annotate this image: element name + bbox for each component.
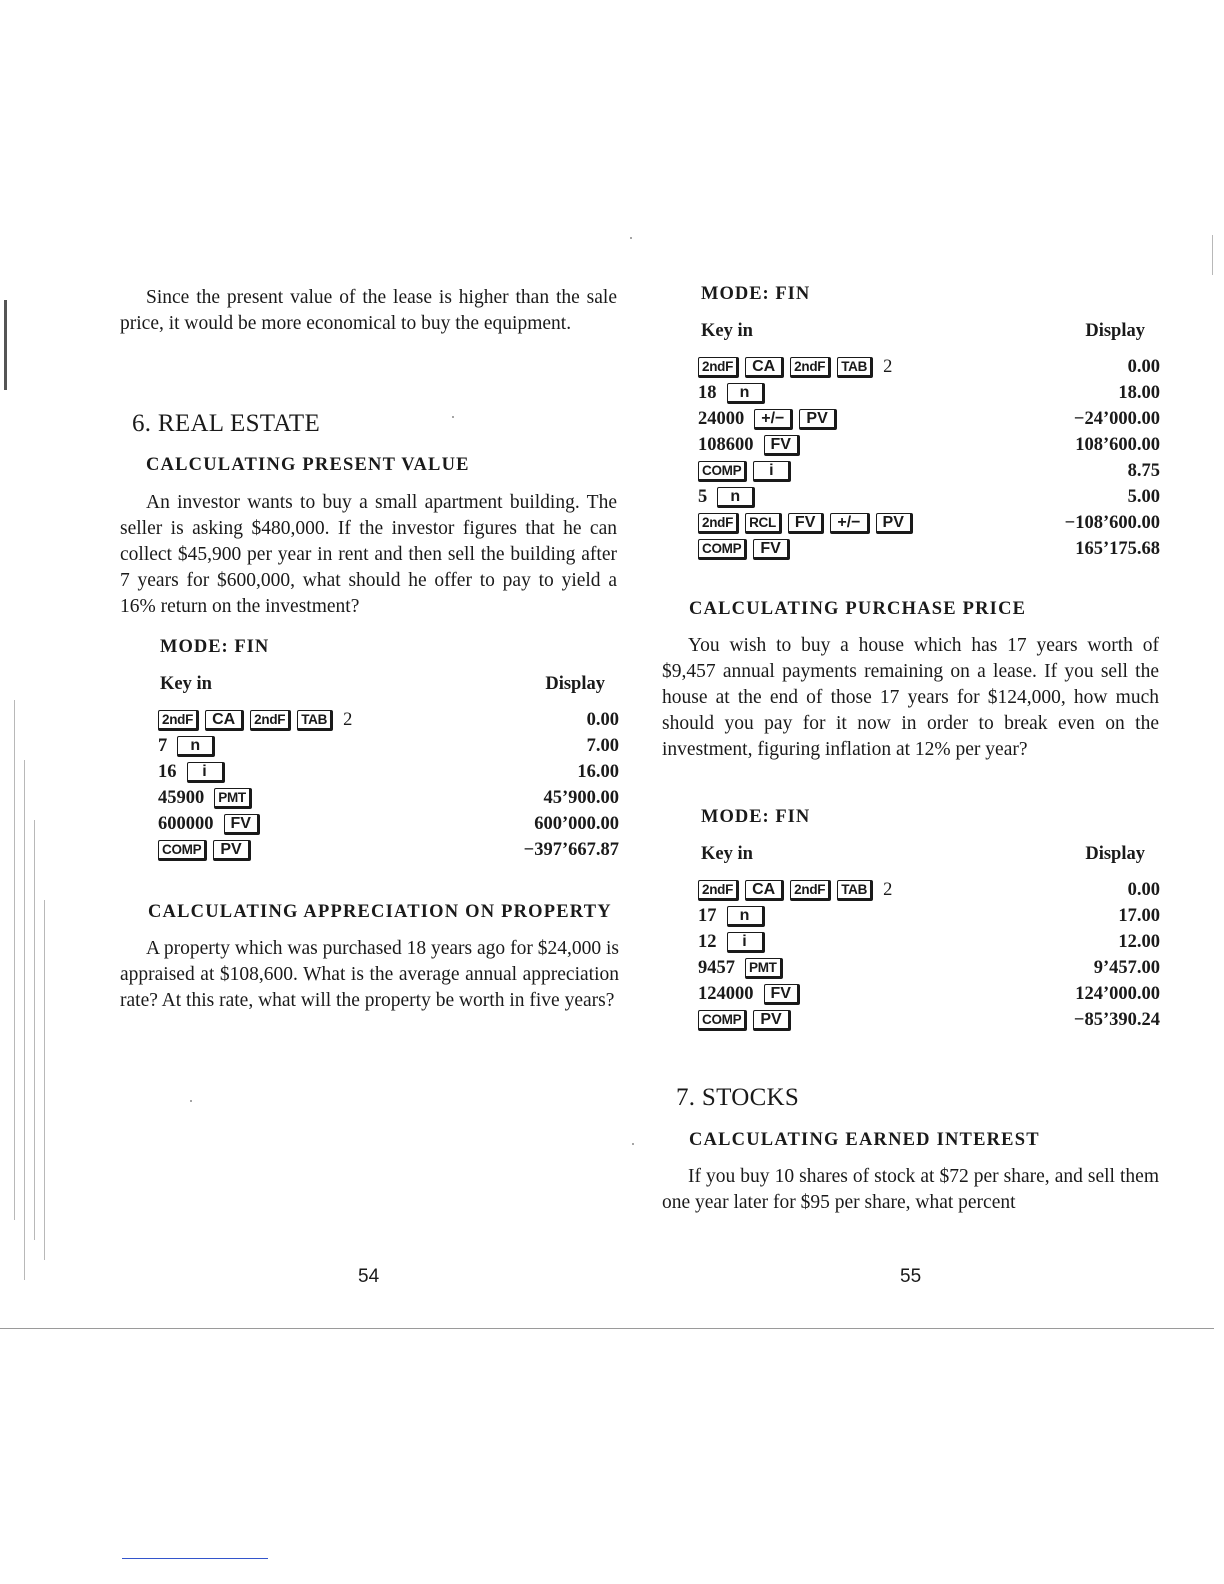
display-value: 0.00 bbox=[586, 709, 619, 730]
change-sign-key: +/− bbox=[754, 409, 793, 430]
display-value: 165’175.68 bbox=[1075, 538, 1160, 559]
compute-key: COMP bbox=[698, 539, 747, 560]
display-value: 8.75 bbox=[1127, 460, 1160, 481]
display-value: 16.00 bbox=[577, 761, 619, 782]
key-sequence bbox=[158, 736, 215, 757]
display-value: 0.00 bbox=[1127, 879, 1160, 900]
keystroke-row bbox=[158, 785, 619, 811]
entered-number: 18 bbox=[698, 382, 717, 403]
key-sequence bbox=[698, 435, 800, 456]
scan-speckle bbox=[44, 900, 45, 1260]
key-in-header: Key in bbox=[701, 844, 753, 864]
entered-number: 12 bbox=[698, 931, 717, 952]
display-value: 9’457.00 bbox=[1093, 957, 1160, 978]
decimal-digits: 2 bbox=[883, 879, 893, 900]
keystroke-row bbox=[698, 354, 1160, 380]
key-sequence bbox=[698, 984, 800, 1005]
key-sequence bbox=[158, 840, 251, 861]
display-value: 124’000.00 bbox=[1075, 983, 1160, 1004]
keystroke-row bbox=[698, 536, 1160, 562]
compute-key: COMP bbox=[158, 840, 207, 861]
change-sign-key: +/− bbox=[830, 513, 869, 534]
key-sequence bbox=[698, 513, 913, 534]
keystroke-row bbox=[698, 1007, 1160, 1033]
payment-key: PMT bbox=[745, 958, 783, 979]
second-function-key: 2ndF bbox=[250, 710, 291, 731]
key-sequence bbox=[698, 880, 892, 901]
display-header: Display bbox=[1085, 321, 1145, 341]
tab-key: TAB bbox=[837, 357, 873, 378]
compute-key: COMP bbox=[698, 461, 747, 482]
section-6-title: 6. REAL ESTATE bbox=[132, 410, 321, 437]
entered-number: 124000 bbox=[698, 983, 754, 1004]
n-key: n bbox=[177, 736, 215, 757]
key-sequence bbox=[698, 906, 765, 927]
display-value: 45’900.00 bbox=[543, 787, 619, 808]
scan-speckle bbox=[34, 820, 35, 1240]
entered-number: 600000 bbox=[158, 813, 214, 834]
appreciation-paragraph: A property which was purchased 18 years ago for $24,000 is appraised at $108,600. What is the average annual appreciation rate? At this rate, what will the property be worth in five years? bbox=[120, 938, 619, 1011]
entered-number: 24000 bbox=[698, 408, 745, 429]
keystroke-row bbox=[158, 837, 619, 863]
decimal-digits: 2 bbox=[343, 709, 353, 730]
n-key: n bbox=[727, 906, 765, 927]
keystroke-row bbox=[158, 811, 619, 837]
display-value: 17.00 bbox=[1118, 905, 1160, 926]
present-value-key: PV bbox=[753, 1010, 790, 1031]
mode-label: MODE: FIN bbox=[701, 807, 811, 827]
display-value: 12.00 bbox=[1118, 931, 1160, 952]
key-sequence bbox=[698, 357, 892, 378]
i-key: i bbox=[187, 762, 225, 783]
key-sequence bbox=[698, 932, 765, 953]
keystroke-row bbox=[698, 903, 1160, 929]
present-value-key: PV bbox=[799, 409, 836, 430]
keystroke-row bbox=[698, 510, 1160, 536]
page-bottom-rule bbox=[0, 1328, 1214, 1329]
clear-all-key: CA bbox=[745, 880, 784, 901]
second-function-key: 2ndF bbox=[790, 880, 831, 901]
purchase-price-paragraph: You wish to buy a house which has 17 years worth of $9,457 annual payments remaining on a lease. If you sell the house at the end of those 17 years for $124,000, how much should you pay for it now in order to break even on the investment, figuring inflation at 12% per year? bbox=[662, 635, 1159, 760]
footer-link-rule bbox=[122, 1558, 268, 1559]
keystroke-row bbox=[698, 432, 1160, 458]
display-value: −397’667.87 bbox=[523, 839, 619, 860]
entered-number: 45900 bbox=[158, 787, 205, 808]
key-sequence bbox=[698, 409, 837, 430]
entered-number: 5 bbox=[698, 486, 708, 507]
key-in-header: Key in bbox=[701, 321, 753, 341]
subhead-present-value: CALCULATING PRESENT VALUE bbox=[146, 455, 470, 475]
display-value: 5.00 bbox=[1127, 486, 1160, 507]
second-function-key: 2ndF bbox=[790, 357, 831, 378]
present-value-paragraph: An investor wants to buy a small apartment building. The seller is asking $480,000. If the investor figures that he can collect $45,900 per year in rent and then sell the building after 7 years for $600,000, what should he offer to pay to yield a 16% return on the investment? bbox=[120, 492, 617, 617]
mode-label: MODE: FIN bbox=[160, 637, 270, 657]
key-in-header: Key in bbox=[160, 674, 212, 694]
n-key: n bbox=[717, 487, 755, 508]
key-sequence bbox=[698, 487, 755, 508]
present-value-key: PV bbox=[876, 513, 913, 534]
keystroke-row bbox=[158, 759, 619, 785]
keystroke-table-1 bbox=[160, 637, 619, 873]
future-value-key: FV bbox=[788, 513, 824, 534]
scan-dot bbox=[190, 1100, 192, 1102]
second-function-key: 2ndF bbox=[698, 513, 739, 534]
entered-number: 17 bbox=[698, 905, 717, 926]
intro-paragraph: Since the present value of the lease is higher than the sale price, it would be more economical to buy the equipment. bbox=[120, 287, 617, 334]
display-value: 7.00 bbox=[586, 735, 619, 756]
scan-speckle bbox=[1212, 235, 1213, 275]
present-value-key: PV bbox=[213, 840, 250, 861]
key-sequence bbox=[158, 710, 352, 731]
entered-number: 7 bbox=[158, 735, 168, 756]
i-key: i bbox=[753, 461, 791, 482]
display-value: 18.00 bbox=[1118, 382, 1160, 403]
keystroke-row bbox=[698, 380, 1160, 406]
key-sequence bbox=[698, 539, 790, 560]
decimal-digits: 2 bbox=[883, 356, 893, 377]
entered-number: 9457 bbox=[698, 957, 735, 978]
mode-label: MODE: FIN bbox=[701, 284, 811, 304]
keystroke-row bbox=[698, 955, 1160, 981]
scan-dot bbox=[452, 416, 454, 418]
keystroke-table-2 bbox=[698, 284, 1160, 574]
scan-dot bbox=[632, 1143, 634, 1145]
display-value: −24’000.00 bbox=[1073, 408, 1160, 429]
second-function-key: 2ndF bbox=[698, 357, 739, 378]
key-sequence bbox=[698, 461, 791, 482]
i-key: i bbox=[727, 932, 765, 953]
subhead-earned-interest: CALCULATING EARNED INTEREST bbox=[689, 1130, 1040, 1150]
subhead-purchase-price: CALCULATING PURCHASE PRICE bbox=[689, 599, 1027, 619]
key-sequence bbox=[158, 814, 260, 835]
key-sequence bbox=[698, 1010, 791, 1031]
keystroke-row bbox=[158, 733, 619, 759]
key-sequence bbox=[698, 383, 765, 404]
tab-key: TAB bbox=[837, 880, 873, 901]
future-value-key: FV bbox=[224, 814, 260, 835]
key-sequence bbox=[158, 762, 225, 783]
clear-all-key: CA bbox=[745, 357, 784, 378]
future-value-key: FV bbox=[764, 984, 800, 1005]
keystroke-row bbox=[158, 707, 619, 733]
page-number-left: 54 bbox=[358, 1266, 380, 1287]
payment-key: PMT bbox=[214, 788, 252, 809]
future-value-key: FV bbox=[764, 435, 800, 456]
keystroke-row bbox=[698, 406, 1160, 432]
display-value: −108’600.00 bbox=[1064, 512, 1160, 533]
keystroke-row bbox=[698, 929, 1160, 955]
scan-speckle bbox=[14, 700, 15, 1220]
keystroke-row bbox=[698, 981, 1160, 1007]
display-header: Display bbox=[1085, 844, 1145, 864]
earned-interest-paragraph: If you buy 10 shares of stock at $72 per share, and sell them one year later for $95 per share, what percent bbox=[662, 1166, 1159, 1213]
compute-key: COMP bbox=[698, 1010, 747, 1031]
keystroke-row bbox=[698, 484, 1160, 510]
display-value: 0.00 bbox=[1127, 356, 1160, 377]
entered-number: 16 bbox=[158, 761, 177, 782]
display-header: Display bbox=[545, 674, 605, 694]
scan-margin-bar bbox=[4, 300, 7, 390]
tab-key: TAB bbox=[297, 710, 333, 731]
keystroke-row bbox=[698, 458, 1160, 484]
scan-dot bbox=[630, 237, 632, 239]
section-7-title: 7. STOCKS bbox=[676, 1084, 800, 1111]
page-number-right: 55 bbox=[900, 1266, 922, 1287]
key-sequence bbox=[158, 788, 252, 809]
keystroke-table-3 bbox=[698, 807, 1160, 1043]
second-function-key: 2ndF bbox=[158, 710, 199, 731]
keystroke-row bbox=[698, 877, 1160, 903]
second-function-key: 2ndF bbox=[698, 880, 739, 901]
display-value: 600’000.00 bbox=[534, 813, 619, 834]
clear-all-key: CA bbox=[205, 710, 244, 731]
scan-speckle bbox=[24, 760, 25, 1280]
future-value-key: FV bbox=[753, 539, 789, 560]
subhead-appreciation: CALCULATING APPRECIATION ON PROPERTY bbox=[148, 902, 612, 922]
n-key: n bbox=[727, 383, 765, 404]
display-value: 108’600.00 bbox=[1075, 434, 1160, 455]
recall-key: RCL bbox=[745, 513, 782, 534]
key-sequence bbox=[698, 958, 783, 979]
entered-number: 108600 bbox=[698, 434, 754, 455]
display-value: −85’390.24 bbox=[1073, 1009, 1160, 1030]
